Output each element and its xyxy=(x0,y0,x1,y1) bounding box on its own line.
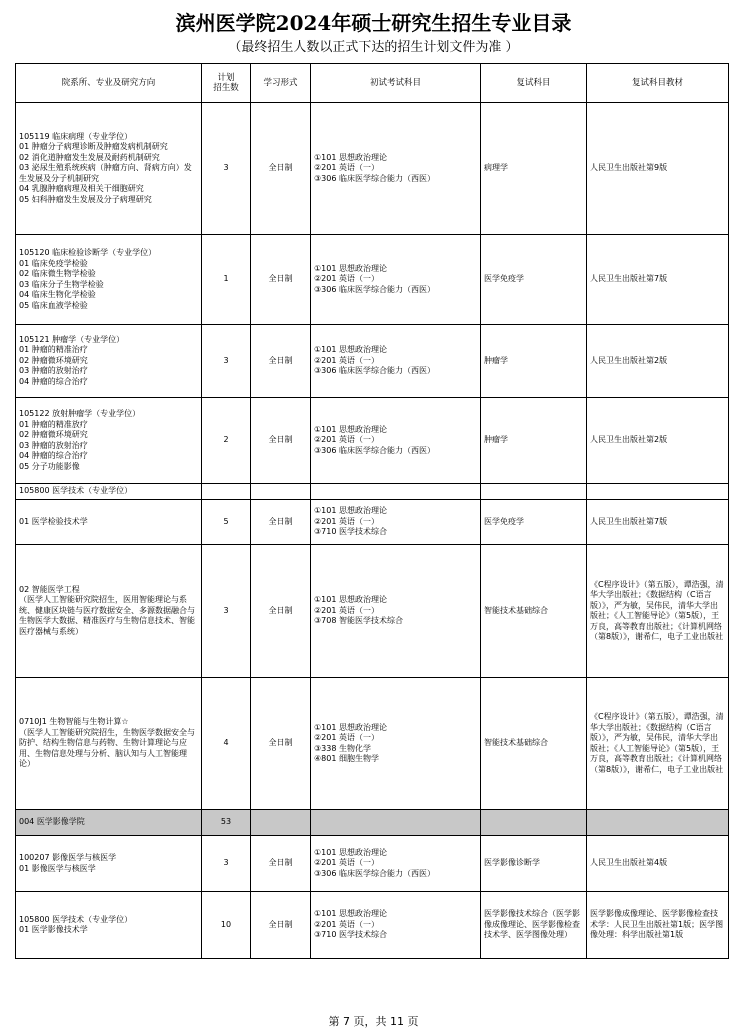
table-row xyxy=(16,103,729,235)
page-footer: 第 7 页，共 11 页 xyxy=(328,1015,419,1028)
header-plan: 计划 招生数 xyxy=(202,64,251,103)
mode-cell: 全日制 xyxy=(251,500,311,545)
exam-cell: ①101 思想政治理论 ②201 英语（一） ③338 生物化学 ④801 细胞生物学 xyxy=(311,678,481,810)
plan-cell: 2 xyxy=(202,398,251,484)
header-retest: 复试科目 xyxy=(481,64,587,103)
table-row xyxy=(16,325,729,398)
dept-cell: 105122 放射肿瘤学（专业学位） 01 肿瘤的精准放疗 02 肿瘤微环境研究 03 肿瘤的放射治疗 04 肿瘤的综合治疗 05 分子功能影像 xyxy=(16,398,202,484)
section-row xyxy=(16,810,729,836)
plan-cell: 3 xyxy=(202,545,251,678)
books-cell: 《C程序设计》（第五版），谭浩强，清华大学出版社；《数据结构（C语言版）》，严为敏，吴伟民，清华大学出版社；《人工智能导论》（第5版），王万良，高等教育出版社；《计算机网络（第8版）》，谢希仁，电子工业出版社 xyxy=(587,678,729,810)
header-mode: 学习形式 xyxy=(251,64,311,103)
mode-cell: 全日制 xyxy=(251,103,311,235)
retest-cell: 智能技术基础综合 xyxy=(481,545,587,678)
dept-cell: 100207 影像医学与核医学 01 影像医学与核医学 xyxy=(16,836,202,892)
books-cell: 《C程序设计》（第五版），谭浩强，清华大学出版社；《数据结构（C语言版）》，严为敏，吴伟民，清华大学出版社；《人工智能导论》（第5版），王万良，高等教育出版社；《计算机网络（第8版）》，谢希仁，电子工业出版社 xyxy=(587,545,729,678)
books-cell: 人民卫生出版社第2版 xyxy=(587,325,729,398)
dept-cell: 02 智能医学工程 （医学人工智能研究院招生，医用智能理论与系统、健康区块链与医疗数据安全、多源数据融合与生物医学大数据、精准医疗与生物信息技术、智能医疗器械与系统） xyxy=(16,545,202,678)
dept-cell: 01 医学检验技术学 xyxy=(16,500,202,545)
retest-cell: 肿瘤学 xyxy=(481,398,587,484)
dept-cell: 0710J1 生物智能与生物计算☆ （医学人工智能研究院招生，生物医学数据安全与防护、结构生物信息与药物、生物计算理论与应用、生物信息处理与分析、脑认知与人工智能理论） xyxy=(16,678,202,810)
plan-cell: 5 xyxy=(202,500,251,545)
retest-cell: 智能技术基础综合 xyxy=(481,678,587,810)
mode-cell: 全日制 xyxy=(251,398,311,484)
header-dept: 院系所、专业及研究方向 xyxy=(16,64,202,103)
dept-cell: 105120 临床检验诊断学（专业学位） 01 临床免疫学检验 02 临床微生物学检验 03 临床分子生物学检验 04 临床生物化学检验 05 临床血液学检验 xyxy=(16,235,202,325)
books-cell: 人民卫生出版社第7版 xyxy=(587,235,729,325)
dept-cell: 105119 临床病理（专业学位） 01 肿瘤分子病理诊断及肿瘤发病机制研究 02 消化道肿瘤发生发展及耐药机制研究 03 泌尿生殖系统疾病（肿瘤方向、肾病方向）发生发展及分子机制研究 04 乳腺肿瘤病理及相关干细胞研究 05 妇科肿瘤发生发展及分子病理研究 xyxy=(16,103,202,235)
retest-cell: 医学免疫学 xyxy=(481,235,587,325)
exam-cell: ①101 思想政治理论 ②201 英语（一） ③708 智能医学技术综合 xyxy=(311,545,481,678)
exam-cell: ①101 思想政治理论 ②201 英语（一） ③710 医学技术综合 xyxy=(311,892,481,959)
table-row xyxy=(16,892,729,959)
retest-cell: 医学影像技术综合（医学影像成像理论、医学影像检查技术学、医学图像处理） xyxy=(481,892,587,959)
table-row xyxy=(16,398,729,484)
mode-cell: 全日制 xyxy=(251,892,311,959)
books-cell: 人民卫生出版社第9版 xyxy=(587,103,729,235)
exam-cell: ①101 思想政治理论 ②201 英语（一） ③306 临床医学综合能力（西医） xyxy=(311,325,481,398)
books-cell: 人民卫生出版社第2版 xyxy=(587,398,729,484)
mode-cell: 全日制 xyxy=(251,235,311,325)
dept-cell: 105800 医学技术（专业学位） 01 医学影像技术学 xyxy=(16,892,202,959)
table-row xyxy=(16,484,729,500)
books-cell: 人民卫生出版社第7版 xyxy=(587,500,729,545)
page-title: 滨州医学院2024年硕士研究生招生专业目录 xyxy=(175,11,572,35)
header-exam: 初试考试科目 xyxy=(311,64,481,103)
books-cell: 医学影像成像理论、医学影像检查技术学：人民卫生出版社第1版；医学图像处理：科学出版社第1版 xyxy=(587,892,729,959)
plan-cell: 53 xyxy=(202,810,251,836)
page-subtitle: （最终招生人数以正式下达的招生计划文件为准 ） xyxy=(228,40,519,55)
exam-cell: ①101 思想政治理论 ②201 英语（一） ③306 临床医学综合能力（西医） xyxy=(311,398,481,484)
exam-cell: ①101 思想政治理论 ②201 英语（一） ③306 临床医学综合能力（西医） xyxy=(311,103,481,235)
exam-cell: ①101 思想政治理论 ②201 英语（一） ③306 临床医学综合能力（西医） xyxy=(311,235,481,325)
retest-cell: 肿瘤学 xyxy=(481,325,587,398)
exam-cell: ①101 思想政治理论 ②201 英语（一） ③710 医学技术综合 xyxy=(311,500,481,545)
retest-cell: 病理学 xyxy=(481,103,587,235)
section-label: 105800 医学技术（专业学位） xyxy=(16,484,202,500)
retest-cell: 医学免疫学 xyxy=(481,500,587,545)
exam-cell: ①101 思想政治理论 ②201 英语（一） ③306 临床医学综合能力（西医） xyxy=(311,836,481,892)
plan-cell: 4 xyxy=(202,678,251,810)
catalog-table xyxy=(15,63,729,959)
table-row xyxy=(16,545,729,678)
plan-cell: 10 xyxy=(202,892,251,959)
dept-cell: 105121 肿瘤学（专业学位） 01 肿瘤的精准治疗 02 肿瘤微环境研究 03 肿瘤的放射治疗 04 肿瘤的综合治疗 xyxy=(16,325,202,398)
books-cell: 人民卫生出版社第4版 xyxy=(587,836,729,892)
mode-cell: 全日制 xyxy=(251,678,311,810)
plan-cell: 3 xyxy=(202,103,251,235)
plan-cell: 3 xyxy=(202,325,251,398)
header-books: 复试科目教材 xyxy=(587,64,729,103)
retest-cell: 医学影像诊断学 xyxy=(481,836,587,892)
table-row xyxy=(16,836,729,892)
table-row xyxy=(16,500,729,545)
table-row xyxy=(16,235,729,325)
mode-cell: 全日制 xyxy=(251,545,311,678)
header-row xyxy=(16,64,729,103)
section-label: 004 医学影像学院 xyxy=(16,810,202,836)
plan-cell: 3 xyxy=(202,836,251,892)
table-row xyxy=(16,678,729,810)
mode-cell: 全日制 xyxy=(251,836,311,892)
mode-cell: 全日制 xyxy=(251,325,311,398)
plan-cell: 1 xyxy=(202,235,251,325)
